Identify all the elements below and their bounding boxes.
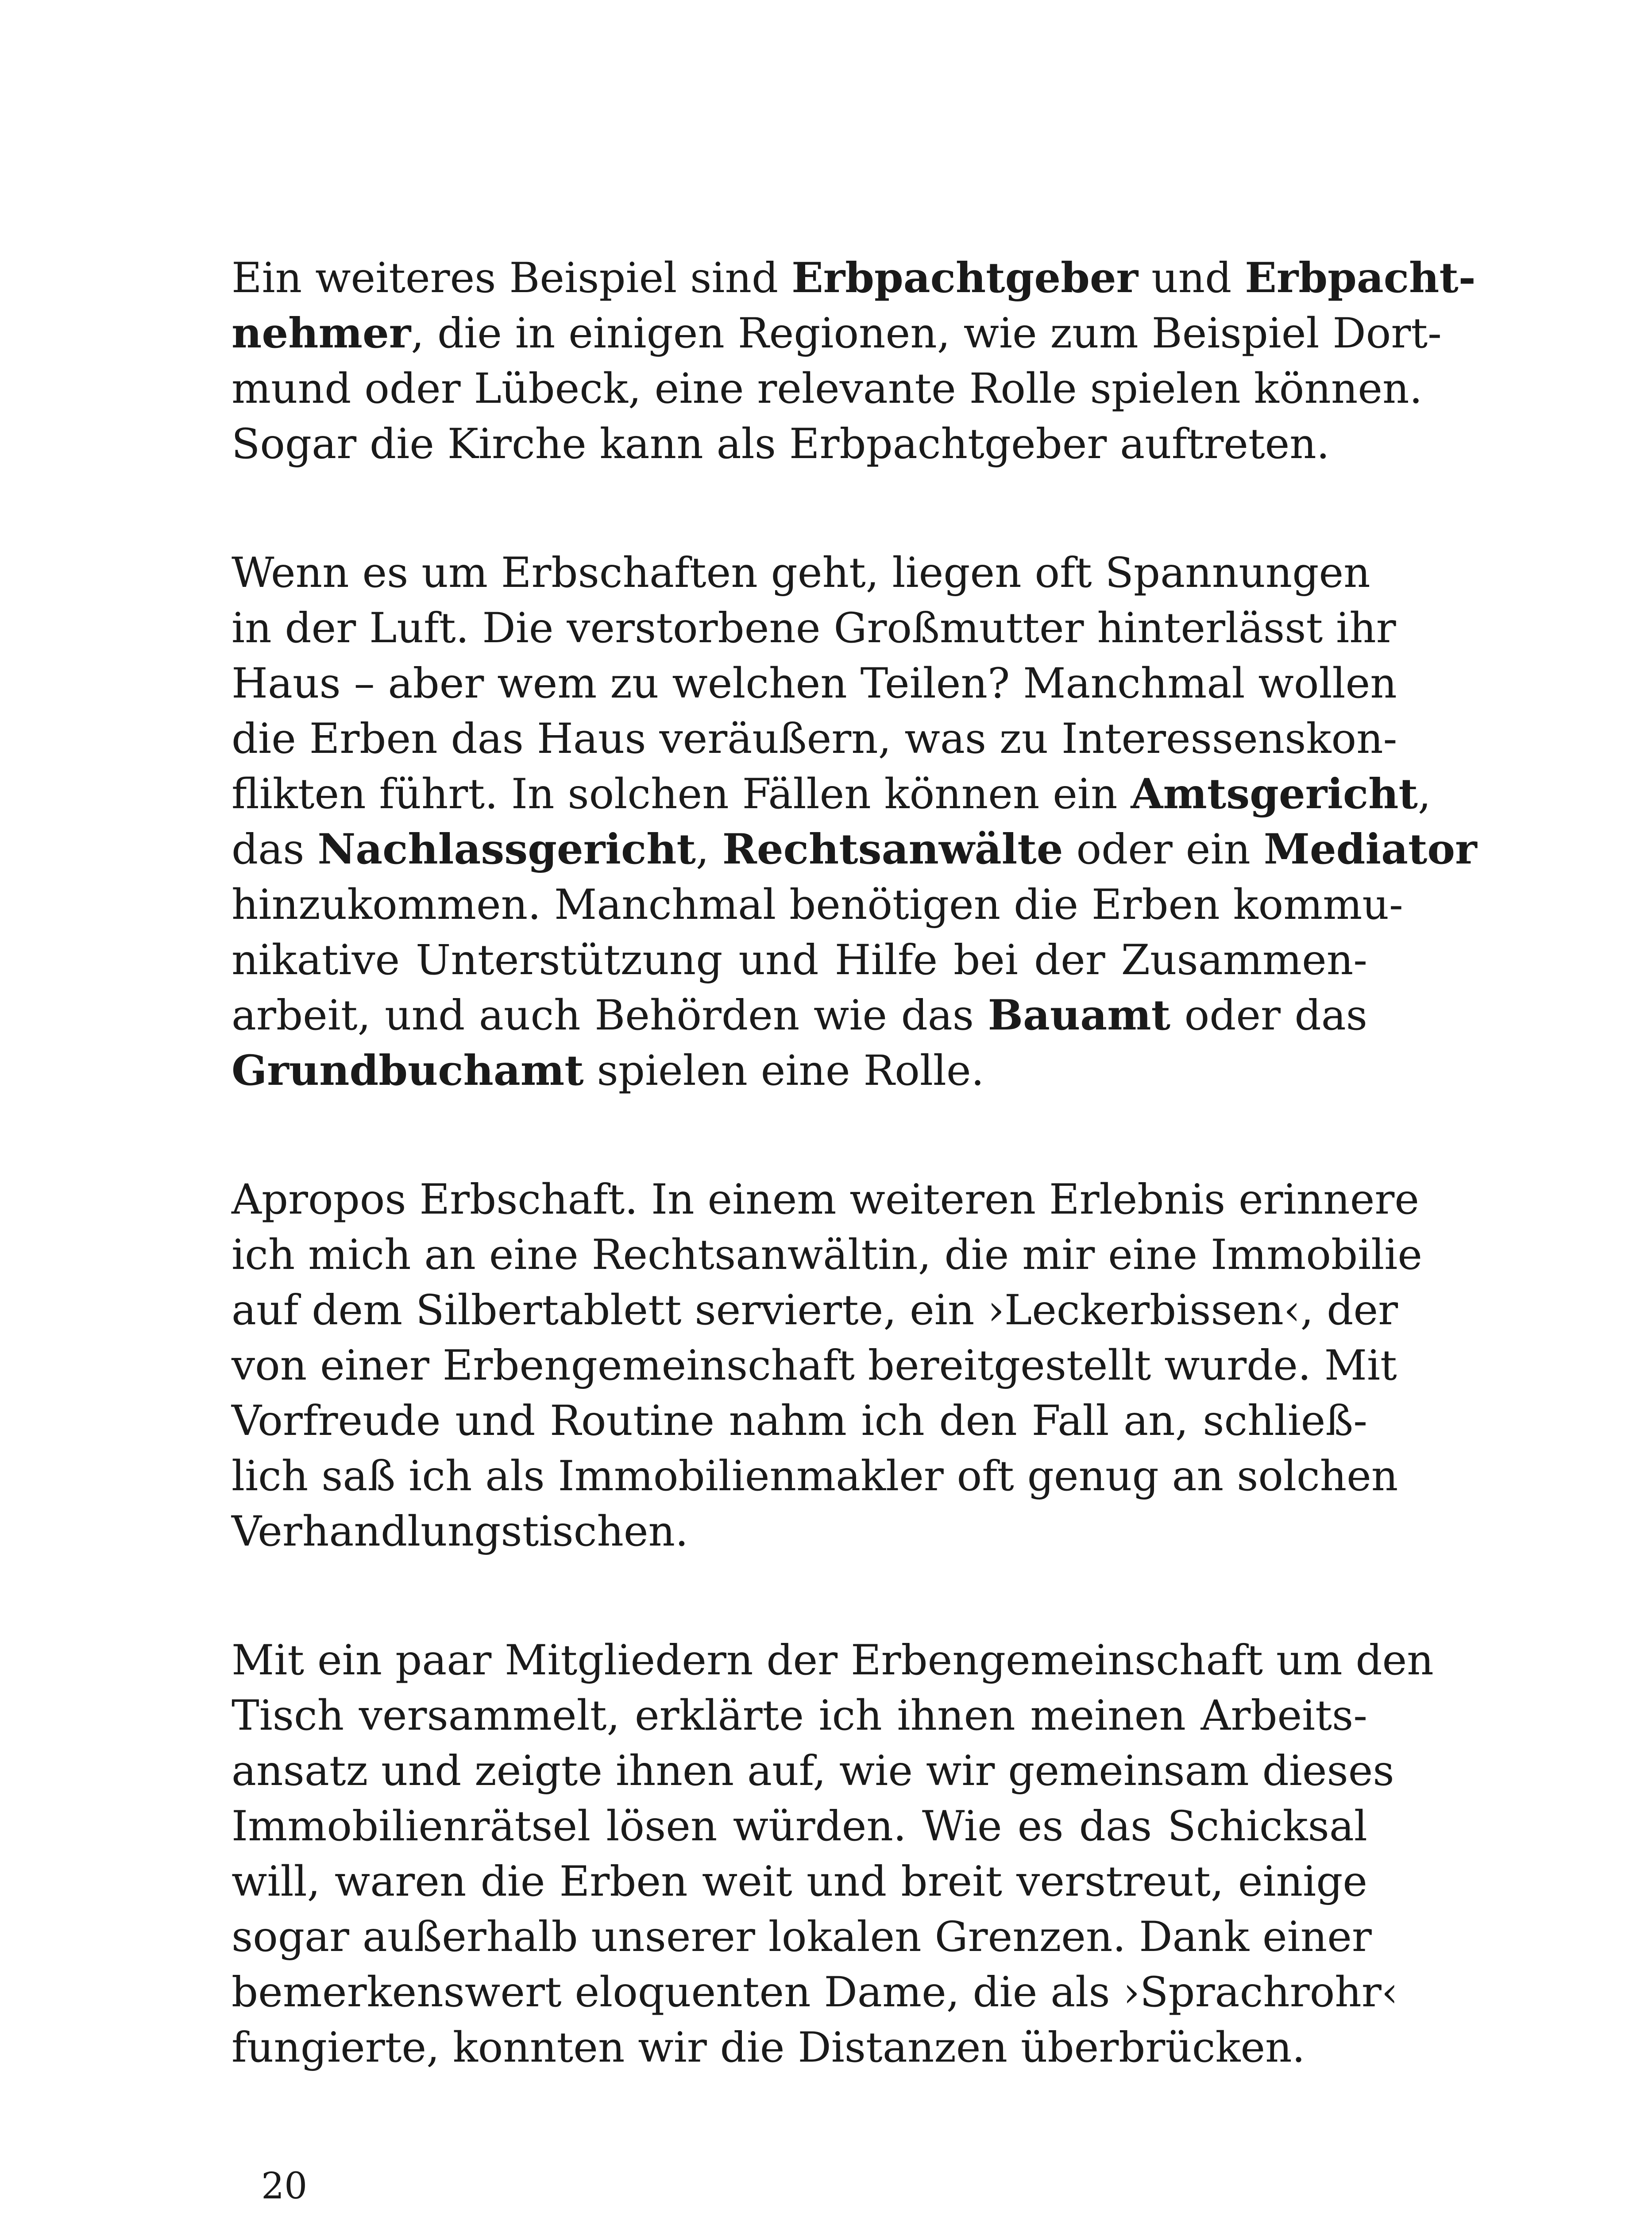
bold-term: Bauamt	[988, 991, 1171, 1040]
text-segment: ich mich an eine Rechtsanwältin, die mir eine Immobilie	[232, 1231, 1422, 1279]
text-segment: und	[1138, 254, 1245, 302]
text-line	[232, 1743, 1394, 1799]
text-segment: Immobilienrätsel lösen würden. Wie es das Schicksal	[232, 1802, 1367, 1851]
text-line	[232, 656, 1397, 711]
text-segment: mund oder Lübeck, eine relevante Rolle spielen können.	[232, 365, 1423, 413]
text-line	[232, 1283, 1398, 1338]
text-line	[232, 2020, 1367, 2075]
text-line	[232, 545, 1370, 601]
text-segment: Apropos Erbschaft. In einem weiteren Erlebnis erinnere	[232, 1176, 1419, 1224]
bold-term: Amtsgericht	[1131, 770, 1418, 818]
text-line	[232, 933, 1367, 988]
text-line	[232, 988, 1367, 1043]
text-line	[232, 1393, 1367, 1449]
text-segment: ,	[695, 825, 722, 874]
bold-term: Mediator	[1263, 825, 1477, 874]
bold-term: Grundbuchamt	[232, 1046, 584, 1095]
text-line	[232, 1854, 1367, 1909]
text-line	[232, 601, 1396, 656]
text-line	[232, 416, 1367, 472]
text-line	[232, 1504, 1367, 1559]
text-line	[232, 822, 1477, 877]
paragraph	[232, 545, 1477, 1099]
text-segment: Ein weiteres Beispiel sind	[232, 254, 792, 302]
text-line	[232, 1043, 1367, 1099]
text-segment: spielen eine Rolle.	[583, 1047, 984, 1095]
bold-term: Erbpacht-	[1245, 254, 1476, 302]
text-line	[232, 361, 1423, 416]
text-segment: Wenn es um Erbschaften geht, liegen oft Spannungen	[232, 549, 1370, 597]
bold-term: Rechtsanwälte	[722, 825, 1063, 874]
bold-term: nehmer	[232, 309, 411, 358]
text-segment: will, waren die Erben weit und breit verstreut, einige	[232, 1858, 1367, 1906]
text-line	[232, 1449, 1398, 1504]
paragraph	[232, 1633, 1434, 2075]
text-segment: in der Luft. Die verstorbene Großmutter hinterlässt ihr	[232, 604, 1396, 652]
text-segment: von einer Erbengemeinschaft bereitgestellt wurde. Mit	[232, 1342, 1397, 1390]
text-line	[232, 1688, 1367, 1743]
bold-term: Erbpachtgeber	[791, 254, 1139, 302]
text-line	[232, 711, 1397, 767]
text-line	[232, 306, 1442, 361]
text-line	[232, 1338, 1397, 1393]
text-line	[232, 1172, 1419, 1227]
text-segment: Mit ein paar Mitgliedern der Erbengemeinschaft um den	[232, 1636, 1434, 1685]
text-segment: hinzukommen. Manchmal benötigen die Erben kommu-	[232, 881, 1403, 929]
text-line	[232, 1909, 1372, 1965]
text-line	[232, 767, 1431, 822]
text-segment: Sogar die Kirche kann als Erbpachtgeber auftreten.	[232, 420, 1330, 468]
text-line	[232, 1227, 1422, 1283]
text-segment: lich saß ich als Immobilienmakler oft genug an solchen	[232, 1452, 1398, 1500]
text-segment: oder ein	[1063, 825, 1264, 874]
paragraph	[232, 1172, 1422, 1559]
text-segment: Vorfreude und Routine nahm ich den Fall an, schließ-	[232, 1397, 1367, 1445]
text-segment: auf dem Silbertablett servierte, ein ›Leckerbissen‹, der	[232, 1286, 1398, 1334]
text-segment: , die in einigen Regionen, wie zum Beispiel Dort-	[411, 309, 1442, 358]
text-segment: oder das	[1170, 991, 1367, 1040]
body-text	[232, 251, 1477, 2075]
text-line	[232, 1965, 1398, 2020]
text-segment: flikten führt. In solchen Fällen können ein	[232, 770, 1131, 818]
text-segment: das	[232, 825, 318, 874]
page-number: 20	[261, 2165, 308, 2207]
text-segment: Verhandlungstischen.	[232, 1507, 688, 1556]
text-segment: die Erben das Haus veräußern, was zu Interessenskon-	[232, 715, 1397, 763]
text-segment: ,	[1417, 770, 1431, 818]
text-line	[232, 1799, 1367, 1854]
text-segment: nikative Unterstützung und Hilfe bei der Zusammen-	[232, 936, 1367, 984]
bold-term: Nachlassgericht	[317, 825, 696, 874]
paragraph	[232, 251, 1476, 472]
text-line	[232, 251, 1476, 306]
text-segment: arbeit, und auch Behörden wie das	[232, 991, 988, 1040]
text-segment: sogar außerhalb unserer lokalen Grenzen. Dank einer	[232, 1913, 1372, 1961]
text-segment: Tisch versammelt, erklärte ich ihnen meinen Arbeits-	[232, 1692, 1367, 1740]
text-segment: bemerkenswert eloquenten Dame, die als ›Sprachrohr‹	[232, 1968, 1398, 2016]
text-line	[232, 877, 1403, 933]
text-line	[232, 1633, 1434, 1688]
text-segment: Haus – aber wem zu welchen Teilen? Manchmal wollen	[232, 659, 1397, 708]
text-segment: ansatz und zeigte ihnen auf, wie wir gemeinsam dieses	[232, 1747, 1394, 1795]
text-segment: fungierte, konnten wir die Distanzen überbrücken.	[232, 2024, 1305, 2072]
